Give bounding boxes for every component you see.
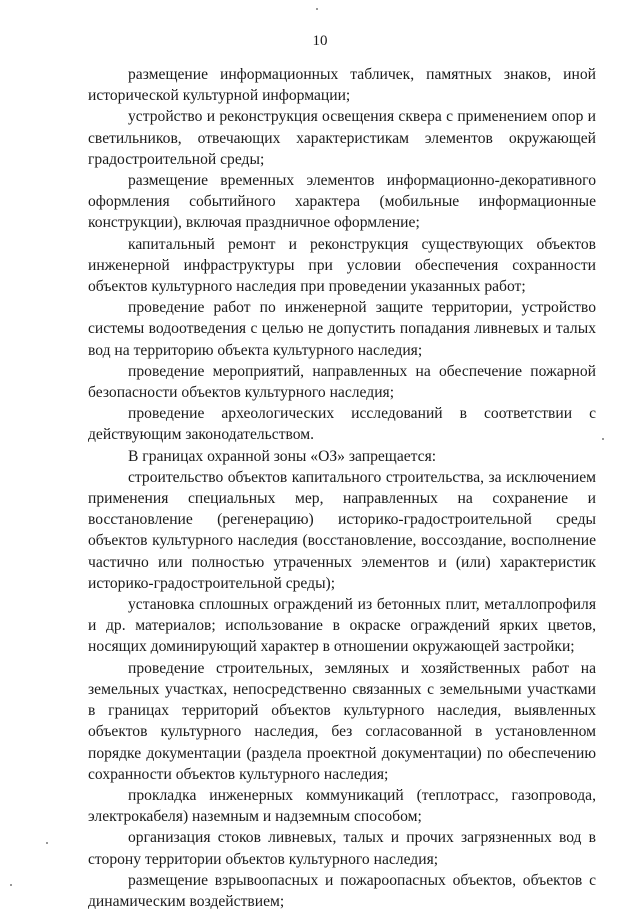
scan-speck [602,438,604,440]
paragraph: проведение работ по инженерной защите территории, устройство системы водоотведения с целью не допустить попадания ливневых и талых вод на территорию объекта культурного наследия; [88,299,596,359]
scan-speck [10,884,12,886]
paragraph: В границах охранной зоны «ОЗ» запрещается: [128,447,437,465]
paragraph: размещение информационных табличек, памятных знаков, иной исторической культурной информации; [88,66,596,105]
paragraph: проведение мероприятий, направленных на обеспечение пожарной безопасности объектов культурного наследия; [88,362,596,402]
paragraph: организация стоков ливневых, талых и прочих загрязненных вод в сторону территории объектов культурного наследия; [88,829,596,868]
paragraph: прокладка инженерных коммуникаций (теплотрасс, газопровода, электрокабеля) наземным и надземным способом; [88,786,596,826]
paragraph: устройство и реконструкция освещения сквера с применением опор и светильников, отвечающих характеристикам элементов окружающей градостроительной среды; [88,108,596,168]
scan-speck [46,842,48,844]
paragraph: проведение археологических исследований в соответствии с действующим законодательством. [88,405,596,444]
paragraph: установка сплошных ограждений из бетонных плит, металлопрофиля и др. материалов; использование в окраске ограждений ярких цветов, носящих доминирующий характер в отношении окружающей застройки; [88,596,596,656]
paragraph: капитальный ремонт и реконструкция существующих объектов инженерной инфраструктуры при условии обеспечения сохранности объектов культурного наследия при проведении указанных работ; [88,235,596,296]
page-number: 10 [312,33,328,49]
paragraph: строительство объектов капитального строительства, за исключением применения специальных мер, направленных на сохранение и восстановление (регенерацию) историко-градостроительной среды объектов культурного наследия (восстановление, воссоздание, восполнение частично или полностью утраченных элементов и (или) характеристик историко-градостроительной среды); [88,468,596,592]
scan-speck [316,8,318,10]
paragraph: размещение временных элементов информационно-декоративного оформления событийного характера (мобильные информационные конструкции), включая праздничное оформление; [88,172,596,232]
paragraph: проведение строительных, земляных и хозяйственных работ на земельных участках, непосредственно связанных с земельными участками в границах территорий объектов культурного наследия, выявленных объектов культурного наследия, без согласованной в установленном порядке документации (раздела проектной документации) по обеспечению сохранности объектов культурного наследия; [88,659,596,783]
document-body [88,64,596,912]
paragraph: размещение взрывоопасных и пожароопасных объектов, объектов с динамическим воздействием; [88,871,596,910]
